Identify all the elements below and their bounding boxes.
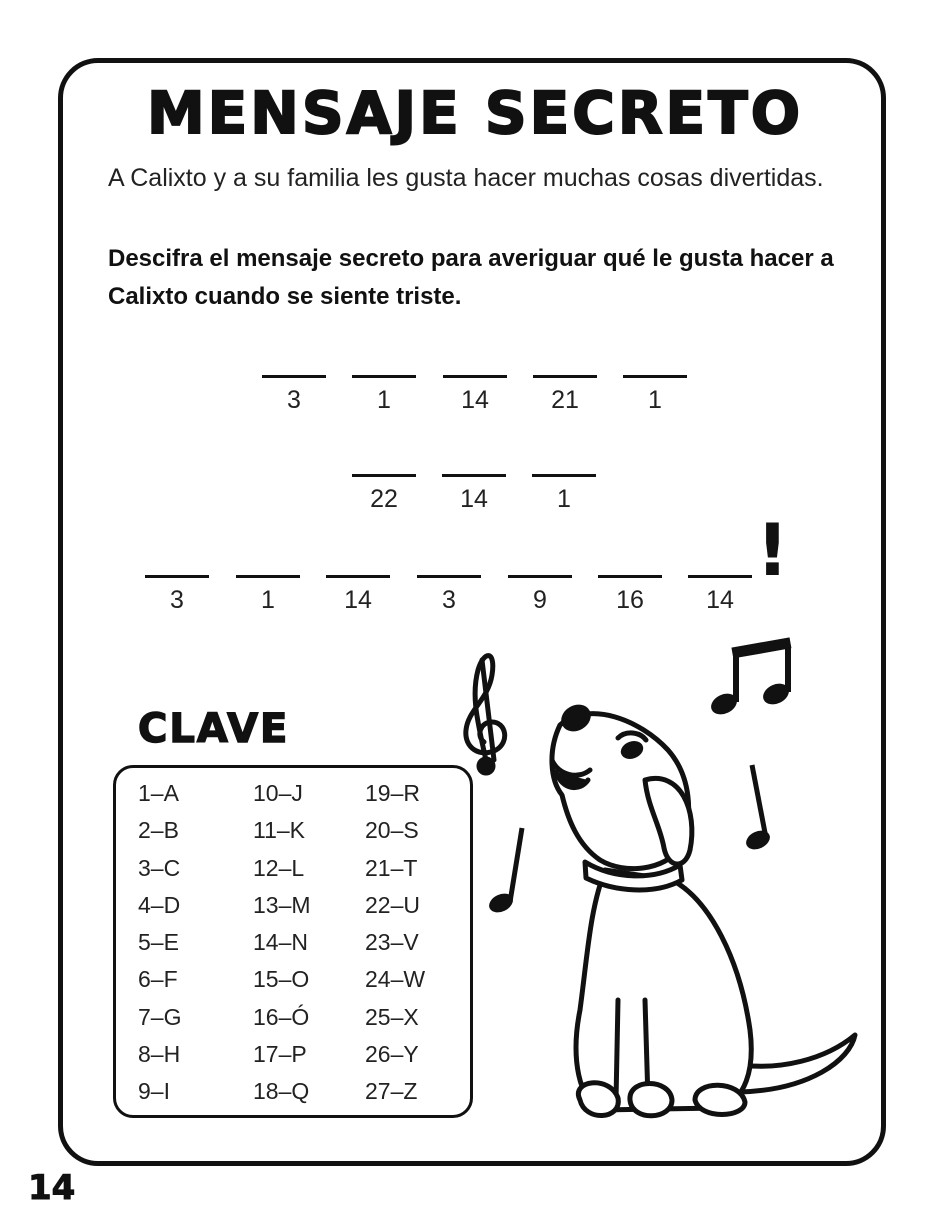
clave-entry: 16–Ó [253, 1003, 310, 1030]
clave-entry: 1–A [138, 780, 179, 806]
clave-column-2 [253, 775, 311, 1111]
treble-clef-icon [466, 656, 505, 773]
code-slot[interactable]: 3 [145, 575, 209, 620]
clave-title: CLAVE [138, 706, 290, 752]
dog-singing-illustration [440, 630, 880, 1160]
clave-entry: 2–B [138, 817, 179, 844]
clave-entry: 21–T [365, 854, 418, 881]
clave-column-3 [365, 775, 425, 1111]
clave-entry: 8–H [138, 1041, 181, 1068]
clave-entry: 6–F [138, 966, 178, 993]
clave-entry: 20–S [365, 817, 419, 844]
clave-entry: 27–Z [365, 1078, 418, 1105]
clave-entry: 3–C [138, 854, 181, 881]
clave-entry: 13–M [253, 891, 311, 918]
code-slot[interactable]: 1 [623, 375, 687, 420]
code-slot[interactable]: 16 [598, 575, 662, 620]
clave-entry: 12–L [253, 854, 305, 881]
code-slot[interactable]: 1 [236, 575, 300, 620]
clave-entry: 26–Y [365, 1041, 419, 1068]
eighth-note-icon [744, 765, 773, 852]
code-slot[interactable]: 9 [508, 575, 572, 620]
beamed-notes-icon [708, 638, 791, 718]
clave-entry: 18–Q [253, 1078, 310, 1105]
code-slot[interactable]: 1 [352, 375, 416, 420]
page-number: 14 [28, 1168, 76, 1208]
clave-entry: 19–R [365, 780, 420, 806]
clave-entry: 10–J [253, 780, 303, 806]
code-slot[interactable]: 14 [442, 474, 506, 519]
code-slot[interactable]: 3 [417, 575, 481, 620]
clave-entry: 14–N [253, 929, 308, 956]
code-slot[interactable]: 22 [352, 474, 416, 519]
clave-entry: 5–E [138, 929, 179, 956]
quarter-note-icon [487, 828, 522, 915]
clave-entry: 25–X [365, 1003, 419, 1030]
clave-entry: 15–O [253, 966, 310, 993]
code-slot[interactable]: 21 [533, 375, 597, 420]
exclamation-mark: ! [756, 508, 789, 592]
code-slot[interactable]: 14 [326, 575, 390, 620]
clave-entry: 22–U [365, 891, 420, 918]
page-title: MENSAJE SECRETO [146, 79, 804, 147]
clave-entry: 23–V [365, 929, 419, 956]
intro-text: A Calixto y a su familia les gusta hacer muchas cosas divertidas. [108, 164, 824, 192]
clave-entry: 9–I [138, 1078, 170, 1105]
code-slot[interactable]: 14 [443, 375, 507, 420]
clave-column-1 [138, 775, 181, 1111]
code-slot[interactable]: 14 [688, 575, 752, 620]
dog-icon [552, 703, 855, 1116]
clave-entry: 11–K [253, 817, 306, 844]
clave-entry: 4–D [138, 891, 181, 918]
code-slot[interactable]: 3 [262, 375, 326, 420]
code-slot[interactable]: 1 [532, 474, 596, 519]
clave-entry: 24–W [365, 966, 426, 993]
clave-entry: 7–G [138, 1003, 182, 1030]
instruction-text: Descifra el mensaje secreto para averiguar qué le gusta hacer a Calixto cuando se siente triste. [108, 245, 834, 310]
clave-entry: 17–P [253, 1041, 307, 1068]
